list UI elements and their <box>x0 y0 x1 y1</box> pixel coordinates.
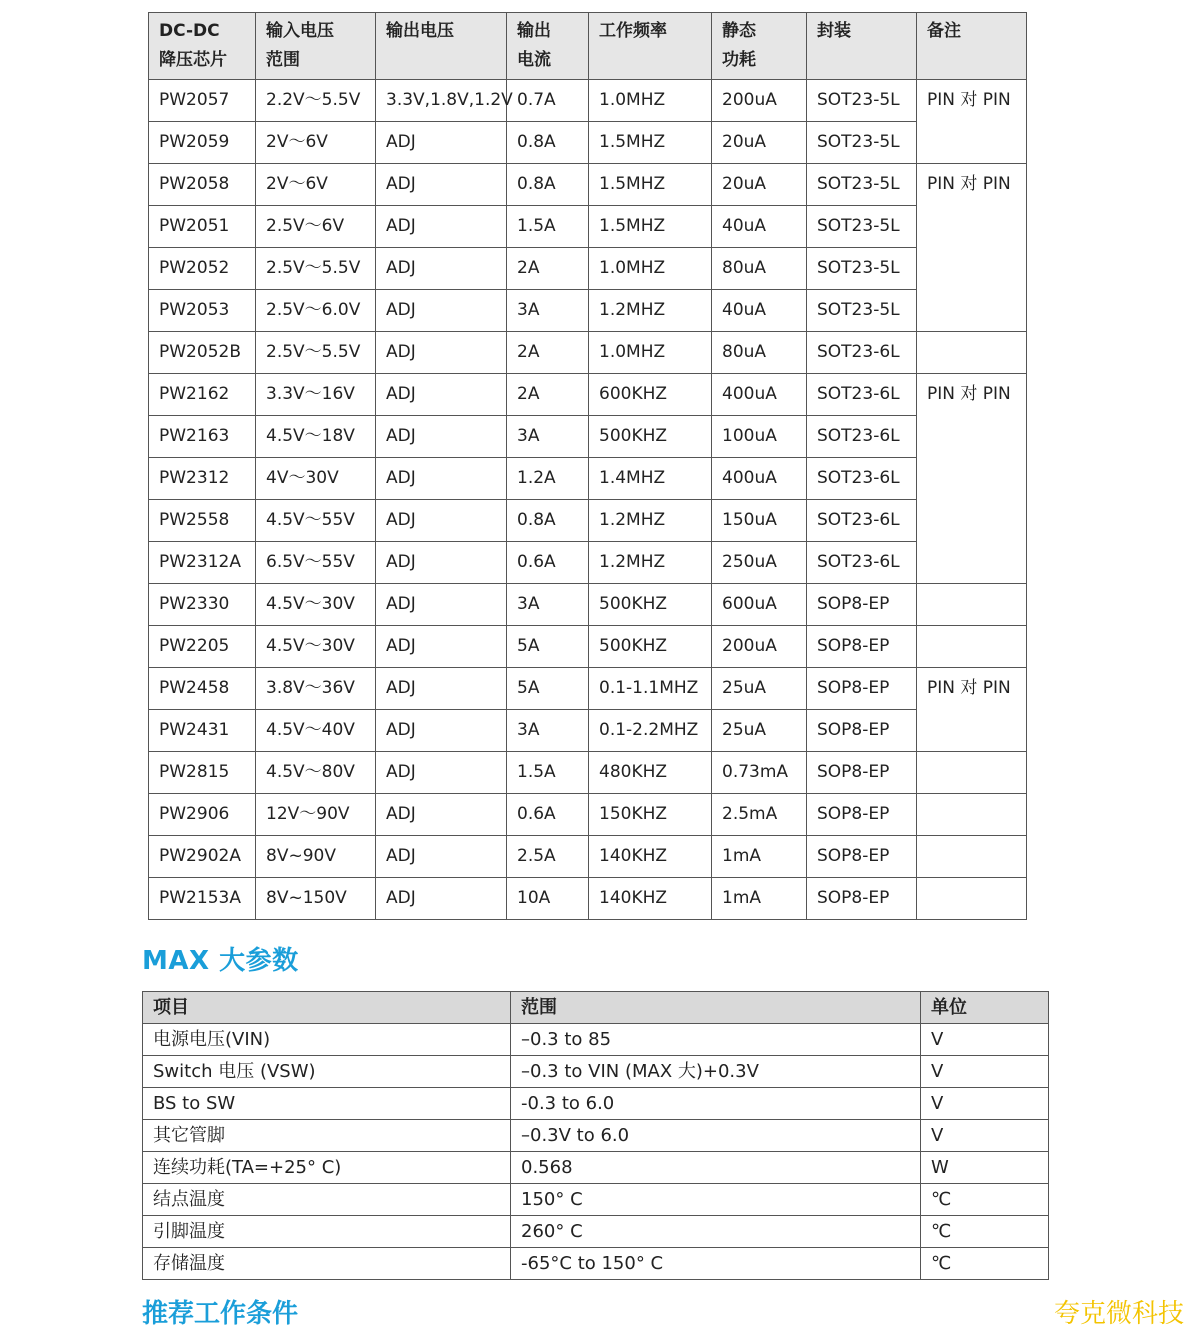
column-header <box>149 13 256 80</box>
table-cell: 4V～30V <box>256 458 376 500</box>
column-header-line: 封装 <box>817 21 851 41</box>
table-row <box>149 332 1027 374</box>
column-header-line: 功耗 <box>722 50 756 70</box>
table-cell: 200uA <box>712 80 807 122</box>
table-header-row <box>149 13 1027 80</box>
table-cell: 0.1-2.2MHZ <box>589 710 712 752</box>
table-cell: PW2053 <box>149 290 256 332</box>
column-header: 项目 <box>143 992 511 1024</box>
table-cell: SOP8-EP <box>807 794 917 836</box>
table-cell: 0.7A <box>507 80 589 122</box>
table-cell: 8V~150V <box>256 878 376 920</box>
table-cell: SOT23-5L <box>807 290 917 332</box>
table-cell: PW2051 <box>149 206 256 248</box>
column-header <box>807 13 917 80</box>
table-cell: PW2057 <box>149 80 256 122</box>
table-cell: 1.5MHZ <box>589 122 712 164</box>
table-row <box>149 668 1027 710</box>
table-cell: 2.5V～6.0V <box>256 290 376 332</box>
table-cell: SOT23-6L <box>807 458 917 500</box>
table-cell: W <box>921 1152 1049 1184</box>
remark-cell: PIN 对 PIN <box>917 668 1027 752</box>
table-row <box>143 1152 1049 1184</box>
table-cell: ADJ <box>376 500 507 542</box>
column-header: 单位 <box>921 992 1049 1024</box>
table-cell: PW2431 <box>149 710 256 752</box>
table-cell: –0.3 to VIN (MAX 大)+0.3V <box>511 1056 921 1088</box>
table-row <box>143 1216 1049 1248</box>
table-cell: 1.2A <box>507 458 589 500</box>
table-cell: ADJ <box>376 290 507 332</box>
table-cell: PW2458 <box>149 668 256 710</box>
table-cell: 0.73mA <box>712 752 807 794</box>
table-cell: 结点温度 <box>143 1184 511 1216</box>
table-cell: 600KHZ <box>589 374 712 416</box>
table-cell: ADJ <box>376 542 507 584</box>
table-cell: SOT23-5L <box>807 80 917 122</box>
table-cell: 1.0MHZ <box>589 80 712 122</box>
table-cell: 3A <box>507 290 589 332</box>
table-cell: 5A <box>507 626 589 668</box>
table-cell: 140KHZ <box>589 878 712 920</box>
table-cell: 4.5V～18V <box>256 416 376 458</box>
table-cell: 存储温度 <box>143 1248 511 1280</box>
table-cell: 0.6A <box>507 794 589 836</box>
table-row <box>149 290 1027 332</box>
section-title-max-params: MAX 大参数 <box>142 946 299 976</box>
table-cell: 0.8A <box>507 122 589 164</box>
table-cell: 3.3V～16V <box>256 374 376 416</box>
table-cell: 1mA <box>712 836 807 878</box>
table-cell: PW2312A <box>149 542 256 584</box>
table-cell: 500KHZ <box>589 584 712 626</box>
table-header-row <box>143 992 1049 1024</box>
table-row <box>143 1120 1049 1152</box>
table-cell: 250uA <box>712 542 807 584</box>
table-cell: SOP8-EP <box>807 836 917 878</box>
column-header <box>507 13 589 80</box>
table-cell: 4.5V～30V <box>256 626 376 668</box>
remark-cell <box>917 626 1027 668</box>
table-cell: 20uA <box>712 122 807 164</box>
table-cell: 电源电压(VIN) <box>143 1024 511 1056</box>
table-row <box>149 542 1027 584</box>
table-cell: 4.5V～30V <box>256 584 376 626</box>
table-row <box>143 1248 1049 1280</box>
table-cell: 1.5A <box>507 752 589 794</box>
table-cell: 20uA <box>712 164 807 206</box>
table-cell: PW2058 <box>149 164 256 206</box>
table-row <box>149 374 1027 416</box>
remark-cell <box>917 836 1027 878</box>
table-cell: 0.6A <box>507 542 589 584</box>
table-cell: 3A <box>507 416 589 458</box>
table-cell: 80uA <box>712 248 807 290</box>
table-cell: 1.0MHZ <box>589 248 712 290</box>
table-cell: 4.5V～55V <box>256 500 376 542</box>
table-cell: 1.5A <box>507 206 589 248</box>
table-cell: 1.5MHZ <box>589 164 712 206</box>
column-header-line: 备注 <box>927 21 961 41</box>
table-cell: 0.8A <box>507 164 589 206</box>
table-cell: 3A <box>507 710 589 752</box>
table-cell: SOT23-6L <box>807 500 917 542</box>
table-cell: PW2162 <box>149 374 256 416</box>
table-cell: 2A <box>507 332 589 374</box>
table-row <box>149 248 1027 290</box>
table-cell: 1.2MHZ <box>589 290 712 332</box>
table-cell: 3A <box>507 584 589 626</box>
table-cell: 1.0MHZ <box>589 332 712 374</box>
table-cell: SOT23-5L <box>807 206 917 248</box>
table-cell: PW2205 <box>149 626 256 668</box>
table-cell: 12V～90V <box>256 794 376 836</box>
table-row <box>149 878 1027 920</box>
table-cell: 连续功耗(TA=+25° C) <box>143 1152 511 1184</box>
table-cell: 4.5V～40V <box>256 710 376 752</box>
table-row <box>149 458 1027 500</box>
table-cell: ADJ <box>376 458 507 500</box>
table-cell: -65°C to 150° C <box>511 1248 921 1280</box>
column-header-line: 电流 <box>517 50 551 70</box>
table-cell: 3.3V,1.8V,1.2V <box>376 80 507 122</box>
table-cell: 6.5V～55V <box>256 542 376 584</box>
table-cell: 2.5mA <box>712 794 807 836</box>
table-cell: 1.2MHZ <box>589 542 712 584</box>
table-cell: Switch 电压 (VSW) <box>143 1056 511 1088</box>
table-cell: 0.1-1.1MHZ <box>589 668 712 710</box>
table-cell: 1.4MHZ <box>589 458 712 500</box>
table-cell: ADJ <box>376 332 507 374</box>
table-cell: PW2815 <box>149 752 256 794</box>
table-cell: ADJ <box>376 710 507 752</box>
column-header <box>589 13 712 80</box>
table-cell: SOP8-EP <box>807 878 917 920</box>
table-cell: ADJ <box>376 206 507 248</box>
table-row <box>149 584 1027 626</box>
table-cell: PW2153A <box>149 878 256 920</box>
table-cell: SOT23-5L <box>807 248 917 290</box>
table-cell: 10A <box>507 878 589 920</box>
column-header <box>917 13 1027 80</box>
table-cell: 0.568 <box>511 1152 921 1184</box>
table-cell: PW2906 <box>149 794 256 836</box>
table-cell: ℃ <box>921 1184 1049 1216</box>
table-cell: ADJ <box>376 878 507 920</box>
table-cell: SOT23-6L <box>807 374 917 416</box>
table-cell: 500KHZ <box>589 626 712 668</box>
table-cell: 100uA <box>712 416 807 458</box>
table-cell: PW2052 <box>149 248 256 290</box>
table-row <box>149 836 1027 878</box>
table-cell: SOP8-EP <box>807 626 917 668</box>
remark-cell <box>917 332 1027 374</box>
remark-cell: PIN 对 PIN <box>917 374 1027 584</box>
table-cell: 80uA <box>712 332 807 374</box>
table-cell: 1.2MHZ <box>589 500 712 542</box>
dcdc-chip-table <box>148 12 1027 920</box>
table-cell: 40uA <box>712 290 807 332</box>
table-cell: ADJ <box>376 836 507 878</box>
table-cell: 400uA <box>712 374 807 416</box>
table-row <box>149 794 1027 836</box>
table-row <box>149 122 1027 164</box>
section-title-recommended-conditions: 推荐工作条件 <box>142 1299 299 1329</box>
column-header <box>376 13 507 80</box>
table-row <box>149 710 1027 752</box>
remark-cell <box>917 878 1027 920</box>
column-header-line: 降压芯片 <box>159 50 227 70</box>
table-cell: PW2052B <box>149 332 256 374</box>
table-cell: V <box>921 1120 1049 1152</box>
table-cell: ADJ <box>376 584 507 626</box>
column-header <box>256 13 376 80</box>
table-cell: SOP8-EP <box>807 752 917 794</box>
table-row <box>149 626 1027 668</box>
table-cell: SOP8-EP <box>807 668 917 710</box>
table-cell: PW2312 <box>149 458 256 500</box>
table-row <box>149 164 1027 206</box>
remark-cell <box>917 752 1027 794</box>
table-cell: –0.3V to 6.0 <box>511 1120 921 1152</box>
table-cell: ADJ <box>376 794 507 836</box>
table-cell: ADJ <box>376 248 507 290</box>
table-cell: 40uA <box>712 206 807 248</box>
table-cell: BS to SW <box>143 1088 511 1120</box>
column-header-line: 输入电压 <box>266 21 334 41</box>
table-cell: 2.5V～5.5V <box>256 248 376 290</box>
table-cell: ADJ <box>376 374 507 416</box>
table-cell: ADJ <box>376 668 507 710</box>
table-row <box>149 206 1027 248</box>
column-header-line: 范围 <box>266 50 300 70</box>
table-cell: 2A <box>507 248 589 290</box>
table-cell: 260° C <box>511 1216 921 1248</box>
table-cell: 2V～6V <box>256 122 376 164</box>
table-row <box>143 1056 1049 1088</box>
table-cell: 0.8A <box>507 500 589 542</box>
table-cell: SOP8-EP <box>807 584 917 626</box>
table-cell: 2.2V～5.5V <box>256 80 376 122</box>
table-cell: SOT23-5L <box>807 122 917 164</box>
max-params-table <box>142 991 1049 1280</box>
table-row <box>149 80 1027 122</box>
remark-cell: PIN 对 PIN <box>917 80 1027 164</box>
table-cell: SOT23-6L <box>807 416 917 458</box>
table-row <box>149 500 1027 542</box>
table-cell: V <box>921 1024 1049 1056</box>
table-cell: 150° C <box>511 1184 921 1216</box>
table-cell: 4.5V～80V <box>256 752 376 794</box>
table-cell: 2.5A <box>507 836 589 878</box>
table-cell: 140KHZ <box>589 836 712 878</box>
column-header-line: 输出电压 <box>386 21 454 41</box>
table-cell: 1.5MHZ <box>589 206 712 248</box>
table-cell: 150KHZ <box>589 794 712 836</box>
table-cell: -0.3 to 6.0 <box>511 1088 921 1120</box>
table-cell: 150uA <box>712 500 807 542</box>
table-cell: 480KHZ <box>589 752 712 794</box>
table-cell: SOT23-6L <box>807 332 917 374</box>
remark-cell <box>917 584 1027 626</box>
table-cell: 2.5V～5.5V <box>256 332 376 374</box>
table-cell: 25uA <box>712 710 807 752</box>
table-cell: 2A <box>507 374 589 416</box>
column-header-line: DC-DC <box>159 21 220 41</box>
table-cell: 其它管脚 <box>143 1120 511 1152</box>
table-cell: 2V～6V <box>256 164 376 206</box>
table-cell: V <box>921 1088 1049 1120</box>
table-cell: PW2902A <box>149 836 256 878</box>
table-cell: PW2163 <box>149 416 256 458</box>
table-cell: SOT23-5L <box>807 164 917 206</box>
table-cell: 25uA <box>712 668 807 710</box>
table-cell: ADJ <box>376 416 507 458</box>
table-row <box>143 1024 1049 1056</box>
column-header-line: 工作频率 <box>599 21 667 41</box>
table-cell: PW2558 <box>149 500 256 542</box>
table-cell: 2.5V～6V <box>256 206 376 248</box>
column-header-line: 静态 <box>722 21 756 41</box>
table-cell: 200uA <box>712 626 807 668</box>
table-cell: ADJ <box>376 626 507 668</box>
table-cell: 5A <box>507 668 589 710</box>
table-cell: SOP8-EP <box>807 710 917 752</box>
table-cell: –0.3 to 85 <box>511 1024 921 1056</box>
table-cell: 1mA <box>712 878 807 920</box>
table-cell: 400uA <box>712 458 807 500</box>
remark-cell: PIN 对 PIN <box>917 164 1027 332</box>
table-row <box>143 1184 1049 1216</box>
table-cell: ℃ <box>921 1248 1049 1280</box>
table-cell: 3.8V～36V <box>256 668 376 710</box>
table-cell: PW2059 <box>149 122 256 164</box>
table-row <box>149 416 1027 458</box>
table-row <box>143 1088 1049 1120</box>
table-cell: ADJ <box>376 164 507 206</box>
table-cell: 引脚温度 <box>143 1216 511 1248</box>
brand-watermark: 夸克微科技 <box>1053 1299 1184 1329</box>
table-cell: SOT23-6L <box>807 542 917 584</box>
remark-cell <box>917 794 1027 836</box>
table-cell: ADJ <box>376 122 507 164</box>
table-cell: 500KHZ <box>589 416 712 458</box>
column-header <box>712 13 807 80</box>
table-cell: 8V~90V <box>256 836 376 878</box>
column-header-line: 输出 <box>517 21 551 41</box>
table-cell: ℃ <box>921 1216 1049 1248</box>
table-cell: PW2330 <box>149 584 256 626</box>
column-header: 范围 <box>511 992 921 1024</box>
table-row <box>149 752 1027 794</box>
table-cell: V <box>921 1056 1049 1088</box>
table-cell: ADJ <box>376 752 507 794</box>
table-cell: 600uA <box>712 584 807 626</box>
